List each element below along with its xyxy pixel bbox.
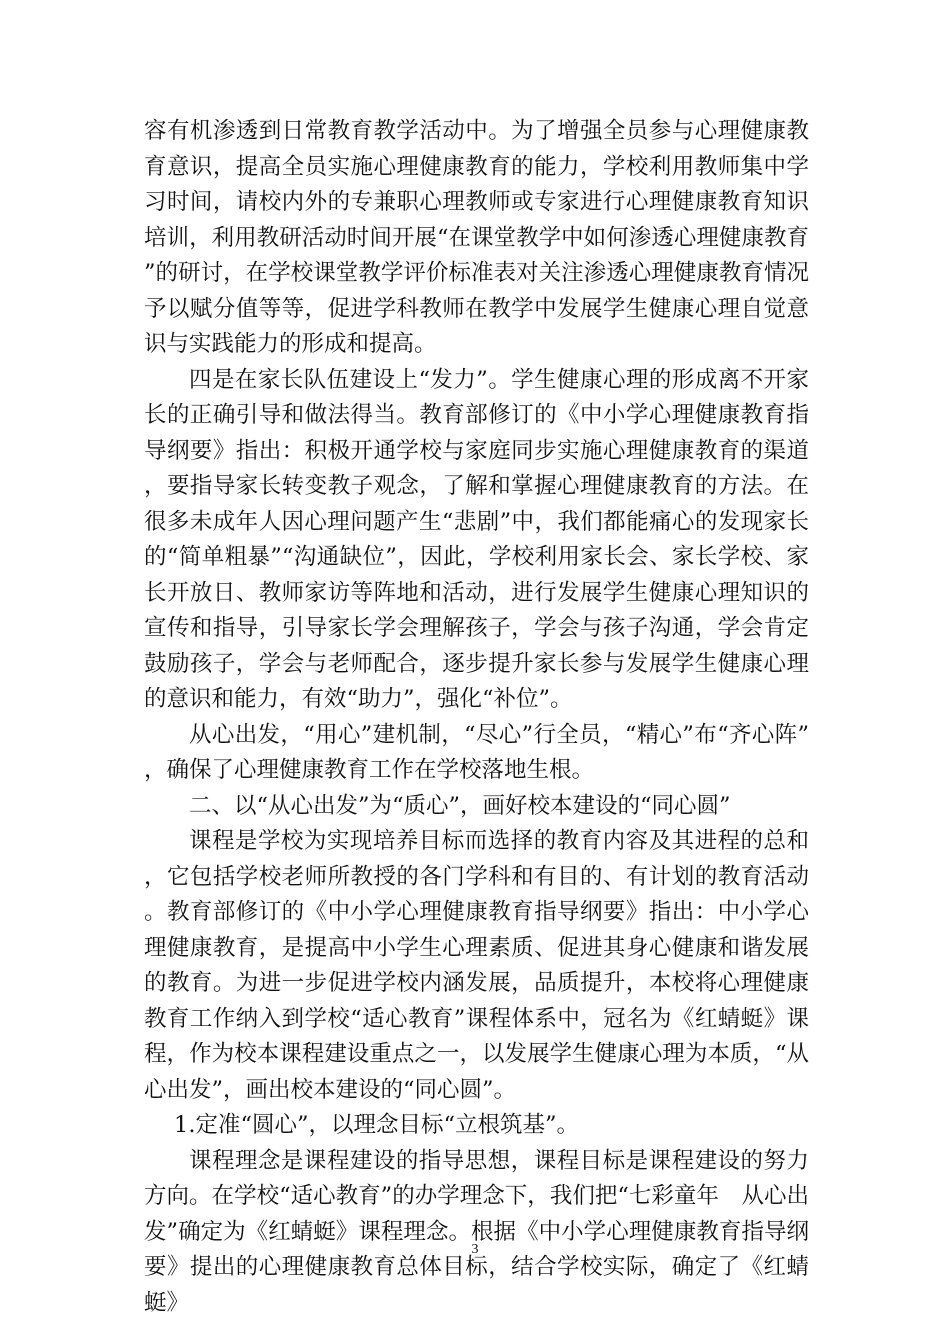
page-number: 3 — [471, 1242, 479, 1257]
paragraph-philosophy: 课程理念是课程建设的指导思想，课程目标是课程建设的努力方向。在学校“适心教育”的办学理念下，我们把“七彩童年 从心出发”确定为《红蜻蜓》课程理念。根据《中小学心理健康教育指导纲要》提出的心理健康教育总体目标，结合学校实际，确定了《红蜻蜓》 — [144, 1147, 809, 1316]
paragraph-summary: 从心出发，“用心”建机制，“尽心”行全员，“精心”布“齐心阵”，确保了心理健康教育工作在学校落地生根。 — [144, 721, 809, 783]
paragraph-curriculum: 课程是学校为实现培养目标而选择的教育内容及其进程的总和，它包括学校老师所教授的各门学科和有目的、有计划的教育活动。教育部修订的《中小学心理健康教育指导纲要》指出：中小学心理健康教育，是提高中小学生心理素质、促进其身心健康和谐发展的教育。为进一步促进学校内涵发展，品质提升，本校将心理健康教育工作纳入到学校“适心教育”课程体系中，冠名为《红蜻蜓》课程，作为校本课程建设重点之一，以发展学生健康心理为本质，“从心出发”，画出校本建设的“同心圆”。 — [144, 828, 809, 1103]
subsection-heading: 1.定准“圆心”，以理念目标“立根筑基”。 — [174, 1112, 579, 1138]
paragraph-parents: 四是在家长队伍建设上“发力”。学生健康心理的形成离不开家长的正确引导和做法得当。教育部修订的《中小学心理健康教育指导纲要》指出：积极开通学校与家庭同步实施心理健康教育的渠道，要指导家长转变教子观念，了解和掌握心理健康教育的方法。在很多未成年人因心理问题产生“悲剧”中，我们都能痛心的发现家长的“简单粗暴”“沟通缺位”，因此，学校利用家长会、家长学校、家长开放日、教师家访等阵地和活动，进行发展学生健康心理知识的宣传和指导，引导家长学会理解孩子，学会与孩子沟通，学会肯定鼓励孩子，学会与老师配合，逐步提升家长参与发展学生健康心理的意识和能力，有效“助力”，强化“补位”。 — [144, 366, 809, 712]
document-body — [144, 114, 809, 1321]
section-heading: 二、以“从心出发”为“质心”，画好校本建设的“同心圆” — [189, 792, 731, 819]
paragraph-continuation: 容有机渗透到日常教育教学活动中。为了增强全员参与心理健康教育意识，提高全员实施心理健康教育的能力，学校利用教师集中学习时间，请校内外的专兼职心理教师或专家进行心理健康教育知识培训，利用教研活动时间开展“在课堂教学中如何渗透心理健康教育”的研讨，在学校课堂教学评价标准表对关注渗透心理健康教育情况予以赋分值等等，促进学科教师在教学中发展学生健康心理自觉意识与实践能力的形成和提高。 — [144, 118, 809, 357]
